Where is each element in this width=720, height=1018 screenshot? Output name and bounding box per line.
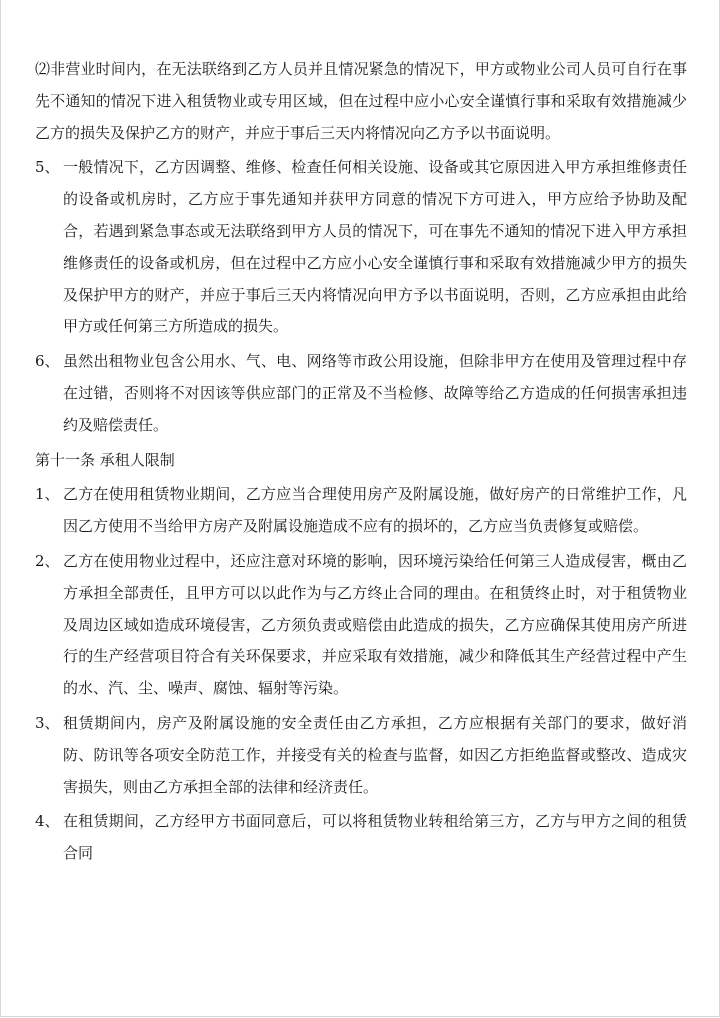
clause-item-5 <box>35 152 687 343</box>
clause-number: 6、 <box>35 352 60 371</box>
restriction-item-3 <box>35 708 687 803</box>
clause-number: 5、 <box>35 158 60 177</box>
clause-number: 2、 <box>35 551 60 570</box>
clause-text: 在租赁期间，乙方经甲方书面同意后，可以将租赁物业转租给第三方，乙方与甲方之间的租赁合同 <box>63 812 687 863</box>
section-title-text: 第十一条 承租人限制 <box>35 450 175 469</box>
clause-number: 1、 <box>35 485 60 504</box>
document-body <box>35 54 687 873</box>
clause-text: 乙方在使用物业过程中，还应注意对环境的影响，因环境污染给任何第三人造成侵害，概由乙方承担全部责任，且甲方可以以此作为与乙方终止合同的理由。在租赁终止时，对于租赁物业及周边区域如造成环境侵害，乙方须负责或赔偿由此造成的损失，乙方应确保其使用房产所进行的生产经营项目符合有关环保要求，并应采取有效措施，减少和降低其生产经营过程中产生的水、汽、尘、噪声、腐蚀、辐射等污染。 <box>63 551 687 698</box>
section-title <box>35 445 687 477</box>
clause-text: 乙方在使用租赁物业期间，乙方应当合理使用房产及附属设施，做好房产的日常维护工作，凡因乙方使用不当给甲方房产及附属设施造成不应有的损坏的，乙方应当负责修复或赔偿。 <box>63 485 687 536</box>
restriction-item-4 <box>35 806 687 870</box>
clause-item-6 <box>35 346 687 441</box>
clause-number: 4、 <box>35 812 60 831</box>
intro-paragraph-text: ⑵非营业时间内，在无法联络到乙方人员并且情况紧急的情况下，甲方或物业公司人员可自行在事先不通知的情况下进入租赁物业或专用区域，但在过程中应小心安全谨慎行事和采取有效措施减少乙方的损失及保护乙方的财产，并应于事后三天内将情况向乙方予以书面说明。 <box>35 60 687 142</box>
clause-text: 租赁期间内，房产及附属设施的安全责任由乙方承担，乙方应根据有关部门的要求，做好消防、防讯等各项安全防范工作，并接受有关的检查与监督，如因乙方拒绝监督或整改、造成灾害损失，则由乙方承担全部的法律和经济责任。 <box>63 713 687 796</box>
intro-paragraph <box>35 54 687 149</box>
restriction-item-2 <box>35 546 687 705</box>
clause-text: 一般情况下，乙方因调整、维修、检查任何相关设施、设备或其它原因进入甲方承担维修责任的设备或机房时，乙方应于事先通知并获甲方同意的情况下方可进入，甲方应给予协助及配合，若遇到紧急事态或无法联络到甲方人员的情况下，可在事先不通知的情况下进入甲方承担维修责任的设备或机房，但在过程中乙方应小心安全谨慎行事和采取有效措施减少甲方的损失及保护甲方的财产，并应于事后三天内将情况向甲方予以书面说明，否则，乙方应承担由此给甲方或任何第三方所造成的损失。 <box>63 158 687 336</box>
restriction-item-1 <box>35 479 687 543</box>
clause-number: 3、 <box>35 713 60 732</box>
clause-text: 虽然出租物业包含公用水、气、电、网络等市政公用设施，但除非甲方在使用及管理过程中存在过错，否则将不对因该等供应部门的正常及不当检修、故障等给乙方造成的任何损害承担违约及赔偿责任。 <box>63 352 687 434</box>
